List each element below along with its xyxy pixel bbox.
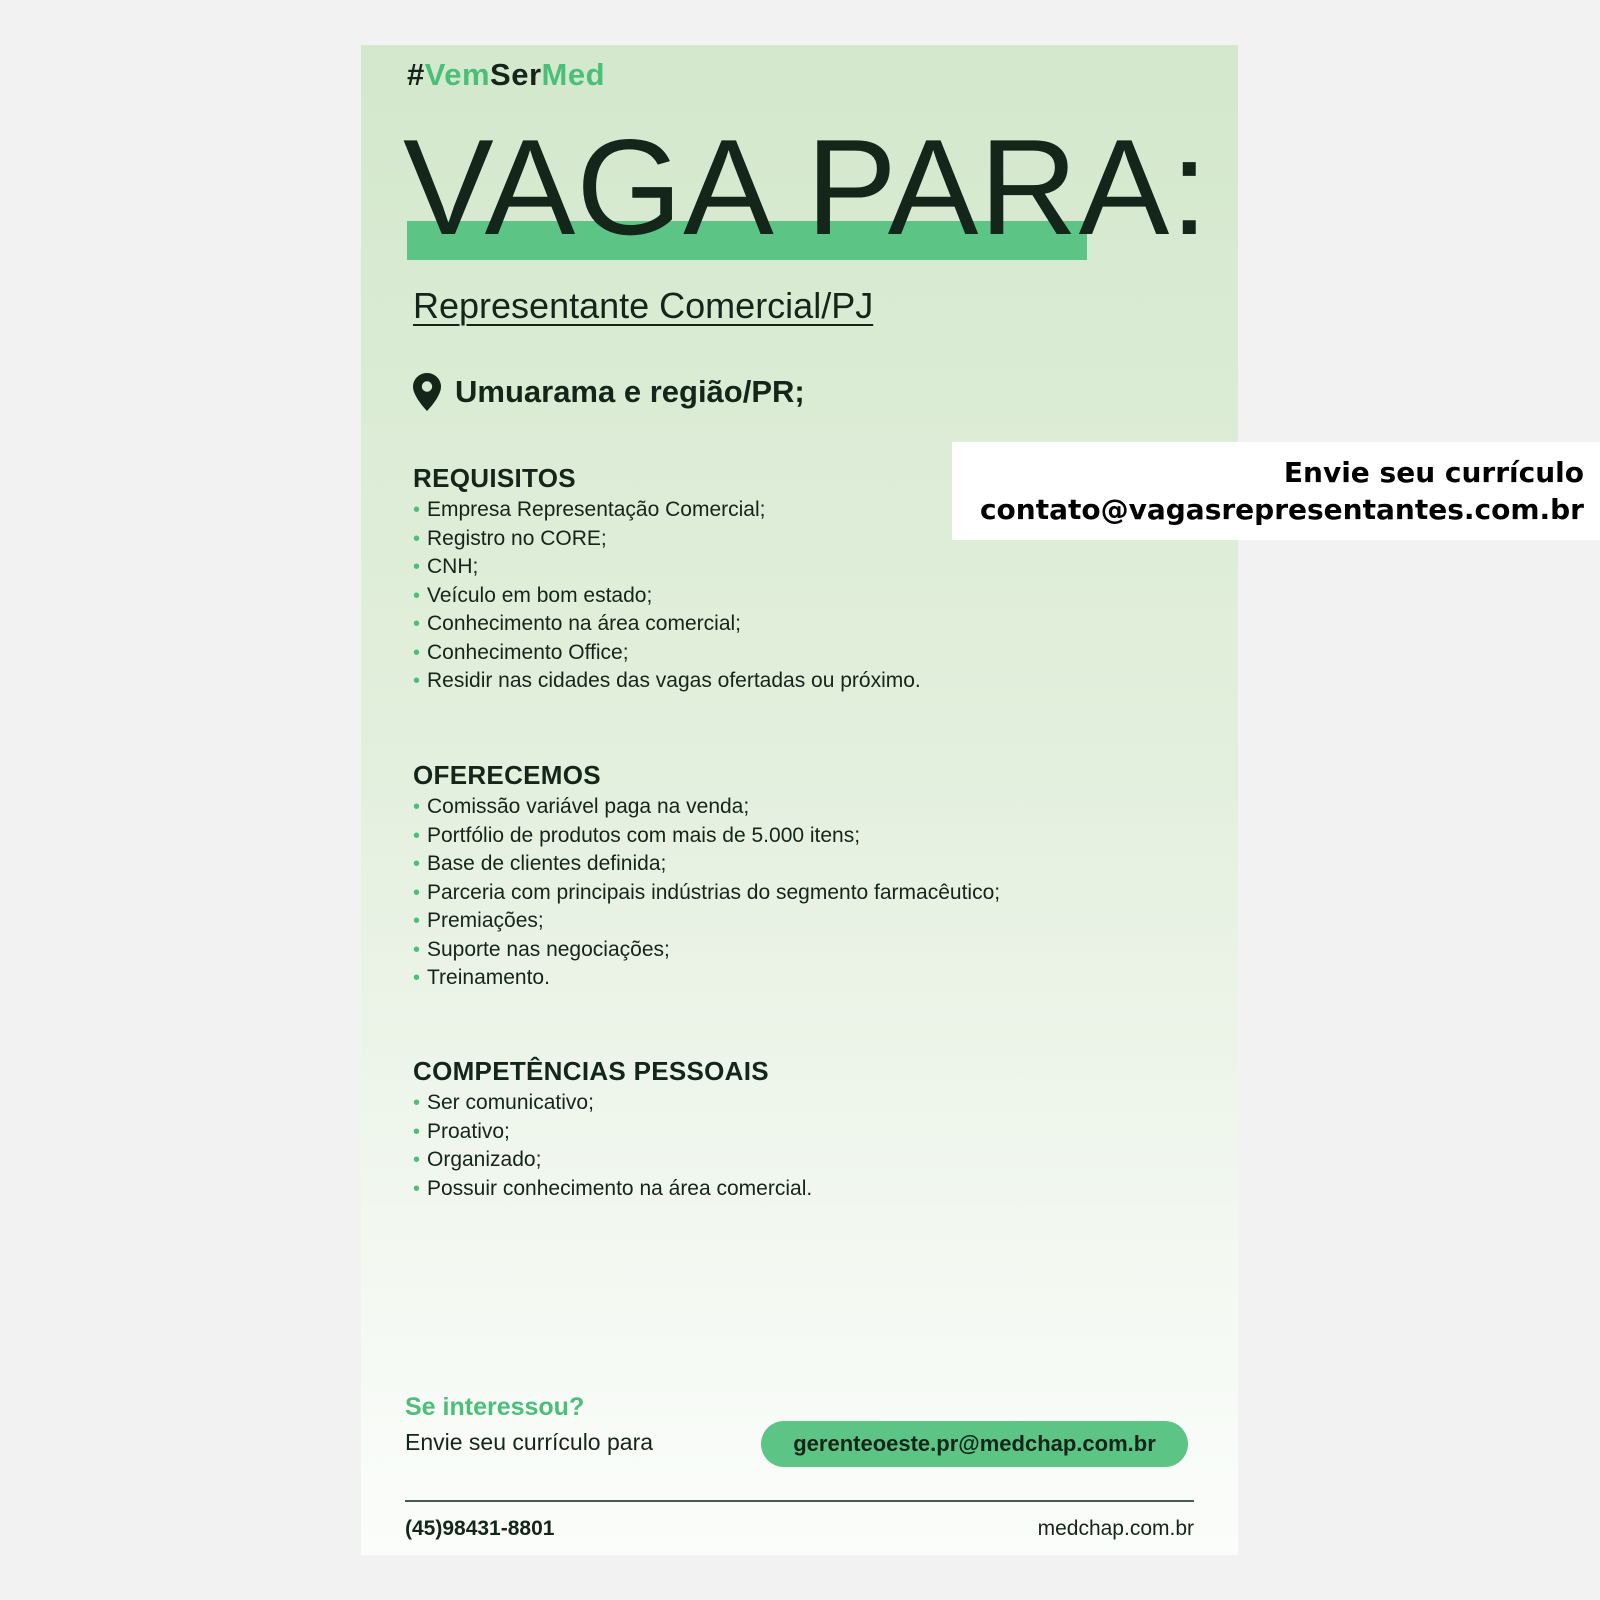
competencias-heading: COMPETÊNCIAS PESSOAIS (413, 1056, 769, 1086)
job-poster (361, 45, 1238, 1555)
bullet-dot-icon: • (413, 584, 421, 607)
list-item: • Suporte nas negociações; (413, 936, 1000, 965)
list-item: • Portfólio de produtos com mais de 5.000 itens; (413, 822, 1000, 851)
list-item: • Empresa Representação Comercial; (413, 496, 921, 525)
list-item: • Comissão variável paga na venda; (413, 793, 1000, 822)
bullet-dot-icon: • (413, 1092, 421, 1114)
competencias-section (413, 1056, 812, 1203)
list-item: • Premiações; (413, 907, 1000, 936)
list-item: • Base de clientes definida; (413, 850, 1000, 879)
bullet-dot-icon: • (413, 641, 421, 664)
title-block (403, 107, 1210, 267)
job-role: Representante Comercial/PJ (413, 285, 874, 326)
list-item: • Possuir conhecimento na área comercial. (413, 1175, 812, 1204)
location (413, 373, 805, 411)
list-item: • Veículo em bom estado; (413, 582, 921, 611)
list-item: • Residir nas cidades das vagas ofertadas ou próximo. (413, 667, 921, 696)
oferecemos-heading: OFERECEMOS (413, 760, 601, 790)
bullet-dot-icon: • (413, 527, 421, 550)
competencias-list (413, 1089, 812, 1203)
list-item: • Ser comunicativo; (413, 1089, 812, 1118)
list-item: • Registro no CORE; (413, 525, 921, 554)
bullet-dot-icon: • (413, 670, 421, 692)
list-item: • CNH; (413, 553, 921, 582)
email-button[interactable]: gerenteoeste.pr@medchap.com.br (761, 1421, 1188, 1467)
bullet-dot-icon: • (413, 853, 421, 875)
footer-divider (405, 1500, 1194, 1502)
oferecemos-list (413, 793, 1000, 993)
list-item: • Parceria com principais indústrias do segmento farmacêutico; (413, 879, 1000, 908)
requisitos-section (413, 463, 921, 696)
bullet-dot-icon: • (413, 1149, 421, 1171)
bullet-dot-icon: • (413, 499, 421, 521)
bullet-dot-icon: • (413, 1177, 421, 1200)
hashtag-ser: Ser (490, 57, 542, 92)
requisitos-list (413, 496, 921, 696)
list-item: • Treinamento. (413, 964, 1000, 993)
bullet-dot-icon: • (413, 613, 421, 635)
bullet-dot-icon: • (413, 824, 421, 847)
page-title: VAGA PARA: (403, 111, 1210, 263)
list-item: • Conhecimento Office; (413, 639, 921, 668)
bullet-dot-icon: • (413, 967, 421, 989)
bullet-dot-icon: • (413, 1120, 421, 1143)
oferecemos-section (413, 760, 1000, 993)
hashtag-prefix: # (407, 57, 425, 92)
list-item: • Conhecimento na área comercial; (413, 610, 921, 639)
interest-question: Se interessou? (405, 1393, 585, 1421)
list-item: • Proativo; (413, 1118, 812, 1147)
bullet-dot-icon: • (413, 938, 421, 961)
hashtag-vem: Vem (424, 57, 491, 92)
overlay-title: Envie seu currículo (1283, 456, 1584, 489)
bullet-dot-icon: • (413, 556, 421, 578)
location-text: Umuarama e região/PR; (455, 374, 805, 409)
website-link[interactable]: medchap.com.br (1037, 1517, 1194, 1540)
interest-text: Envie seu currículo para (405, 1429, 654, 1455)
phone-number: (45)98431-8801 (405, 1517, 555, 1540)
map-pin-icon (413, 373, 441, 411)
list-item: • Organizado; (413, 1146, 812, 1175)
contact-overlay (952, 442, 1600, 540)
requisitos-heading: REQUISITOS (413, 463, 576, 493)
bullet-dot-icon: • (413, 910, 421, 932)
overlay-email[interactable]: contato@vagasrepresentantes.com.br (979, 493, 1584, 526)
bullet-dot-icon: • (413, 796, 421, 818)
bullet-dot-icon: • (413, 881, 421, 904)
hashtag (407, 57, 605, 93)
hashtag-med: Med (541, 57, 606, 92)
